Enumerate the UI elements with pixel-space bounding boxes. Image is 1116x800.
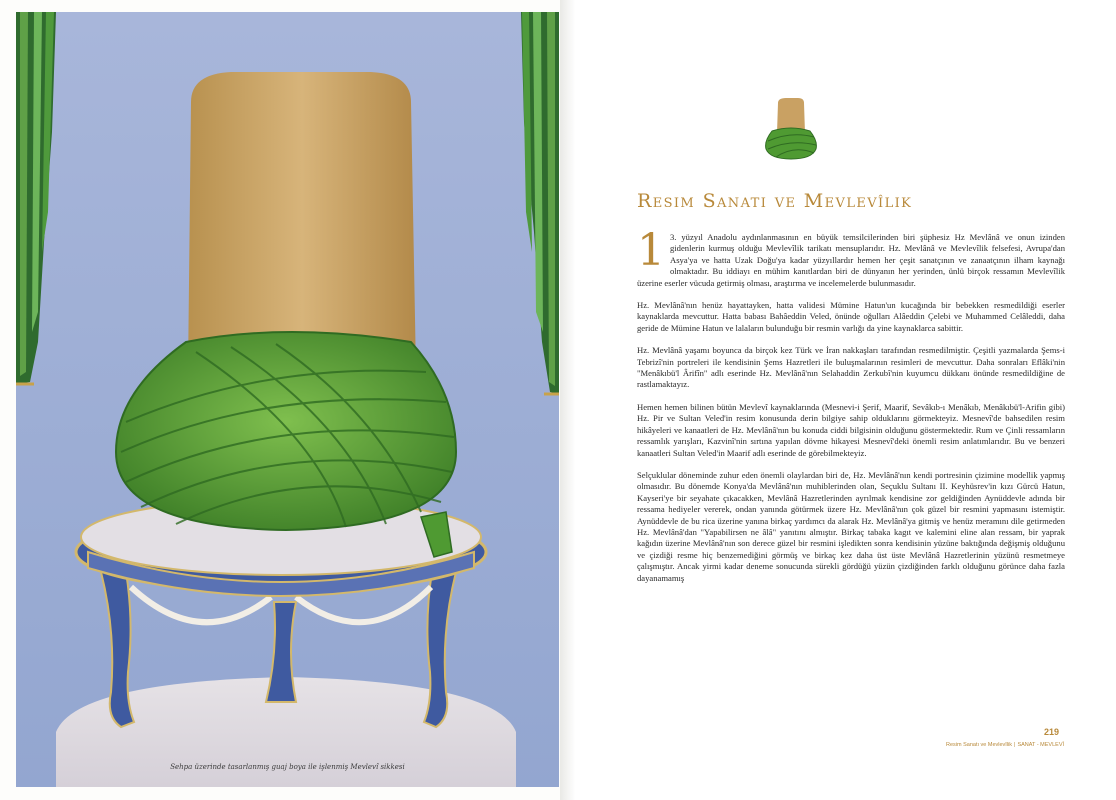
- footer-category: SANAT - MEVLEVÎ: [1017, 742, 1065, 748]
- paragraph-1: 1 3. yüzyıl Anadolu aydınlanmasının en büyük temsilcilerinden biri şüphesiz Hz Mevlânâ ve onun izinden gidenlerin kurmuş olduğu Mevlevîlik tarikatı mensuplarıdır. Hz. Mevlânâ ve Mevlevîlik felsefesi, Avrupa'dan Asya'ya ve hatta Uzak Doğu'ya kadar yüzyıllardır hemen her çeşit sanatçının ve zanaatçının ilham kaynağı olmaktadır. Bu iddiayı en mühim kanıtlardan biri de dünyanın her yerinden, ünlü birçok ressamın Mevlevîlik üzerine eserler vücuda getirmiş olması, araştırma ve incelemelerde bulunmasıdır.: [637, 225, 1065, 288]
- article-body: [637, 225, 1065, 595]
- footer-section-title: Resim Sanatı ve Mevlevîlik: [946, 742, 1013, 748]
- footer-separator: |: [1014, 742, 1016, 748]
- paragraph-3: Hz. Mevlânâ yaşamı boyunca da birçok kez Türk ve İran nakkaşları tarafından resmedilmiştir. Çeşitli yazmalarda Şems-i Tebrizî'nin portreleri ile kendisinin Şems Hazretleri ile buluşmalarının resimleri de mevcuttur. Daha sonraları Eflâki'nin "Menâkıbü'l Ârifîn" adlı eserinde Hz. Mevlânâ'nın Selahaddin Zerkubî'nin kuyumcu dükkanı önünde resmedildiğine de rastlamaktayız.: [637, 345, 1065, 390]
- paragraph-5: Selçuklular döneminde zuhur eden önemli olaylardan biri de, Hz. Mevlânâ'nın kendi portresinin çizimine modellik yapmış olmasıdır. Bu dönemde Konya'da Mevlânâ'nın muhiblerinden olan, Seçuklu Sultanı II. Keyhüsrev'in kızı Gürcü Hatun, Kayseri'ye bir seyahate çıkacakken, Mevlânâ Hazretlerinden ayrılmak kendisine zor geldiğinden Aynüddevle adında bir ressama hediyeler vererek, ondan yanında götürmek üzere Hz. Mevlânâ'nın çok güzel bir resmini yapmasını istemiştir. Aynüddevle de bu rica üzerine yanına birkaç yardımcı da alarak Hz. Mevlânâ'ya gitmiş ve henüz meramını dile getirmeden Hz. Mevlânâ'dan "Yapabilirsen ne âlâ" yanıtını almıştır. Birkaç tabaka kagıt ve kalemini eline alan ressam, bir yaprak kağıdın üzerine Mevlânâ'nın son derece güzel bir resmini işledikten sonra kendisinin yüzüne baktığında değişmiş olduğunu ve çizdiği resme hiç benzemediğini görmüş ve birkaç kez daha üst üste Mevlânâ Hazretlerinin yüzünü resmetmeye çalışmıştır. Ancak yirmi kadar deneme sonucunda sürekli gördüğü yüzün çizdiğinden farklı olduğunu görünce daha fazla dayanamamış: [637, 469, 1065, 583]
- sikke-illustration: [16, 12, 559, 787]
- sikke-thumbnail-icon: [756, 95, 826, 165]
- paragraph-2: Hz. Mevlânâ'nın henüz hayattayken, hatta validesi Mümine Hatun'un kucağında bir bebekken resmedildiği eserler kaynaklarda mevcuttur. Hatta babası Bahâeddin Veled, önünde oğulları Alâeddin Çelebi ve Muhammed Celâleddi, daha geride de Mümine Hatun ve lalaların bulunduğu bir resmin varlığı da yine kaynaklarca sabittir.: [637, 300, 1065, 333]
- chapter-title: Resim Sanatı ve Mevlevîlik: [637, 190, 913, 212]
- book-gutter: [560, 0, 586, 800]
- right-page: [586, 0, 1116, 800]
- painting-caption: Sehpa üzerinde tasarlanmış guaj boya ile işlenmiş Mevlevî sikkesi: [170, 763, 405, 771]
- sikke-painting: [16, 12, 559, 787]
- paragraph-4: Hemen hemen bilinen bütün Mevlevî kaynaklarında (Mesnevi-i Şerif, Maarif, Sevâkıb-ı Menâkıb, Menâkıbü'l-Arifin gibi) Hz. Pir ve Sultan Veled'in resim konusunda derin bilgiye sahip olduklarını görmekteyiz. Mesnevî'de bahsedilen resim hikâyeleri ve kanaatleri de Hz. Mevlânâ'nın bu konuda ciddi bilgisinin olduğunu göstermektedir. Rum ve Çinli ressamların ressamlık yarışları, Kazvinî'nin sırtına yapılan dövme hikayesi Mesnevî'deki önemli resim anlatımlarıdır. Bu ve benzeri kanaatleri Sultan Veled'in Maarif adlı eserinde de görebilmekteyiz.: [637, 401, 1065, 458]
- page-number: 219: [1044, 727, 1060, 737]
- drop-cap: 1: [637, 225, 665, 276]
- running-footer: [946, 742, 1065, 748]
- sikke-felt: [188, 72, 416, 372]
